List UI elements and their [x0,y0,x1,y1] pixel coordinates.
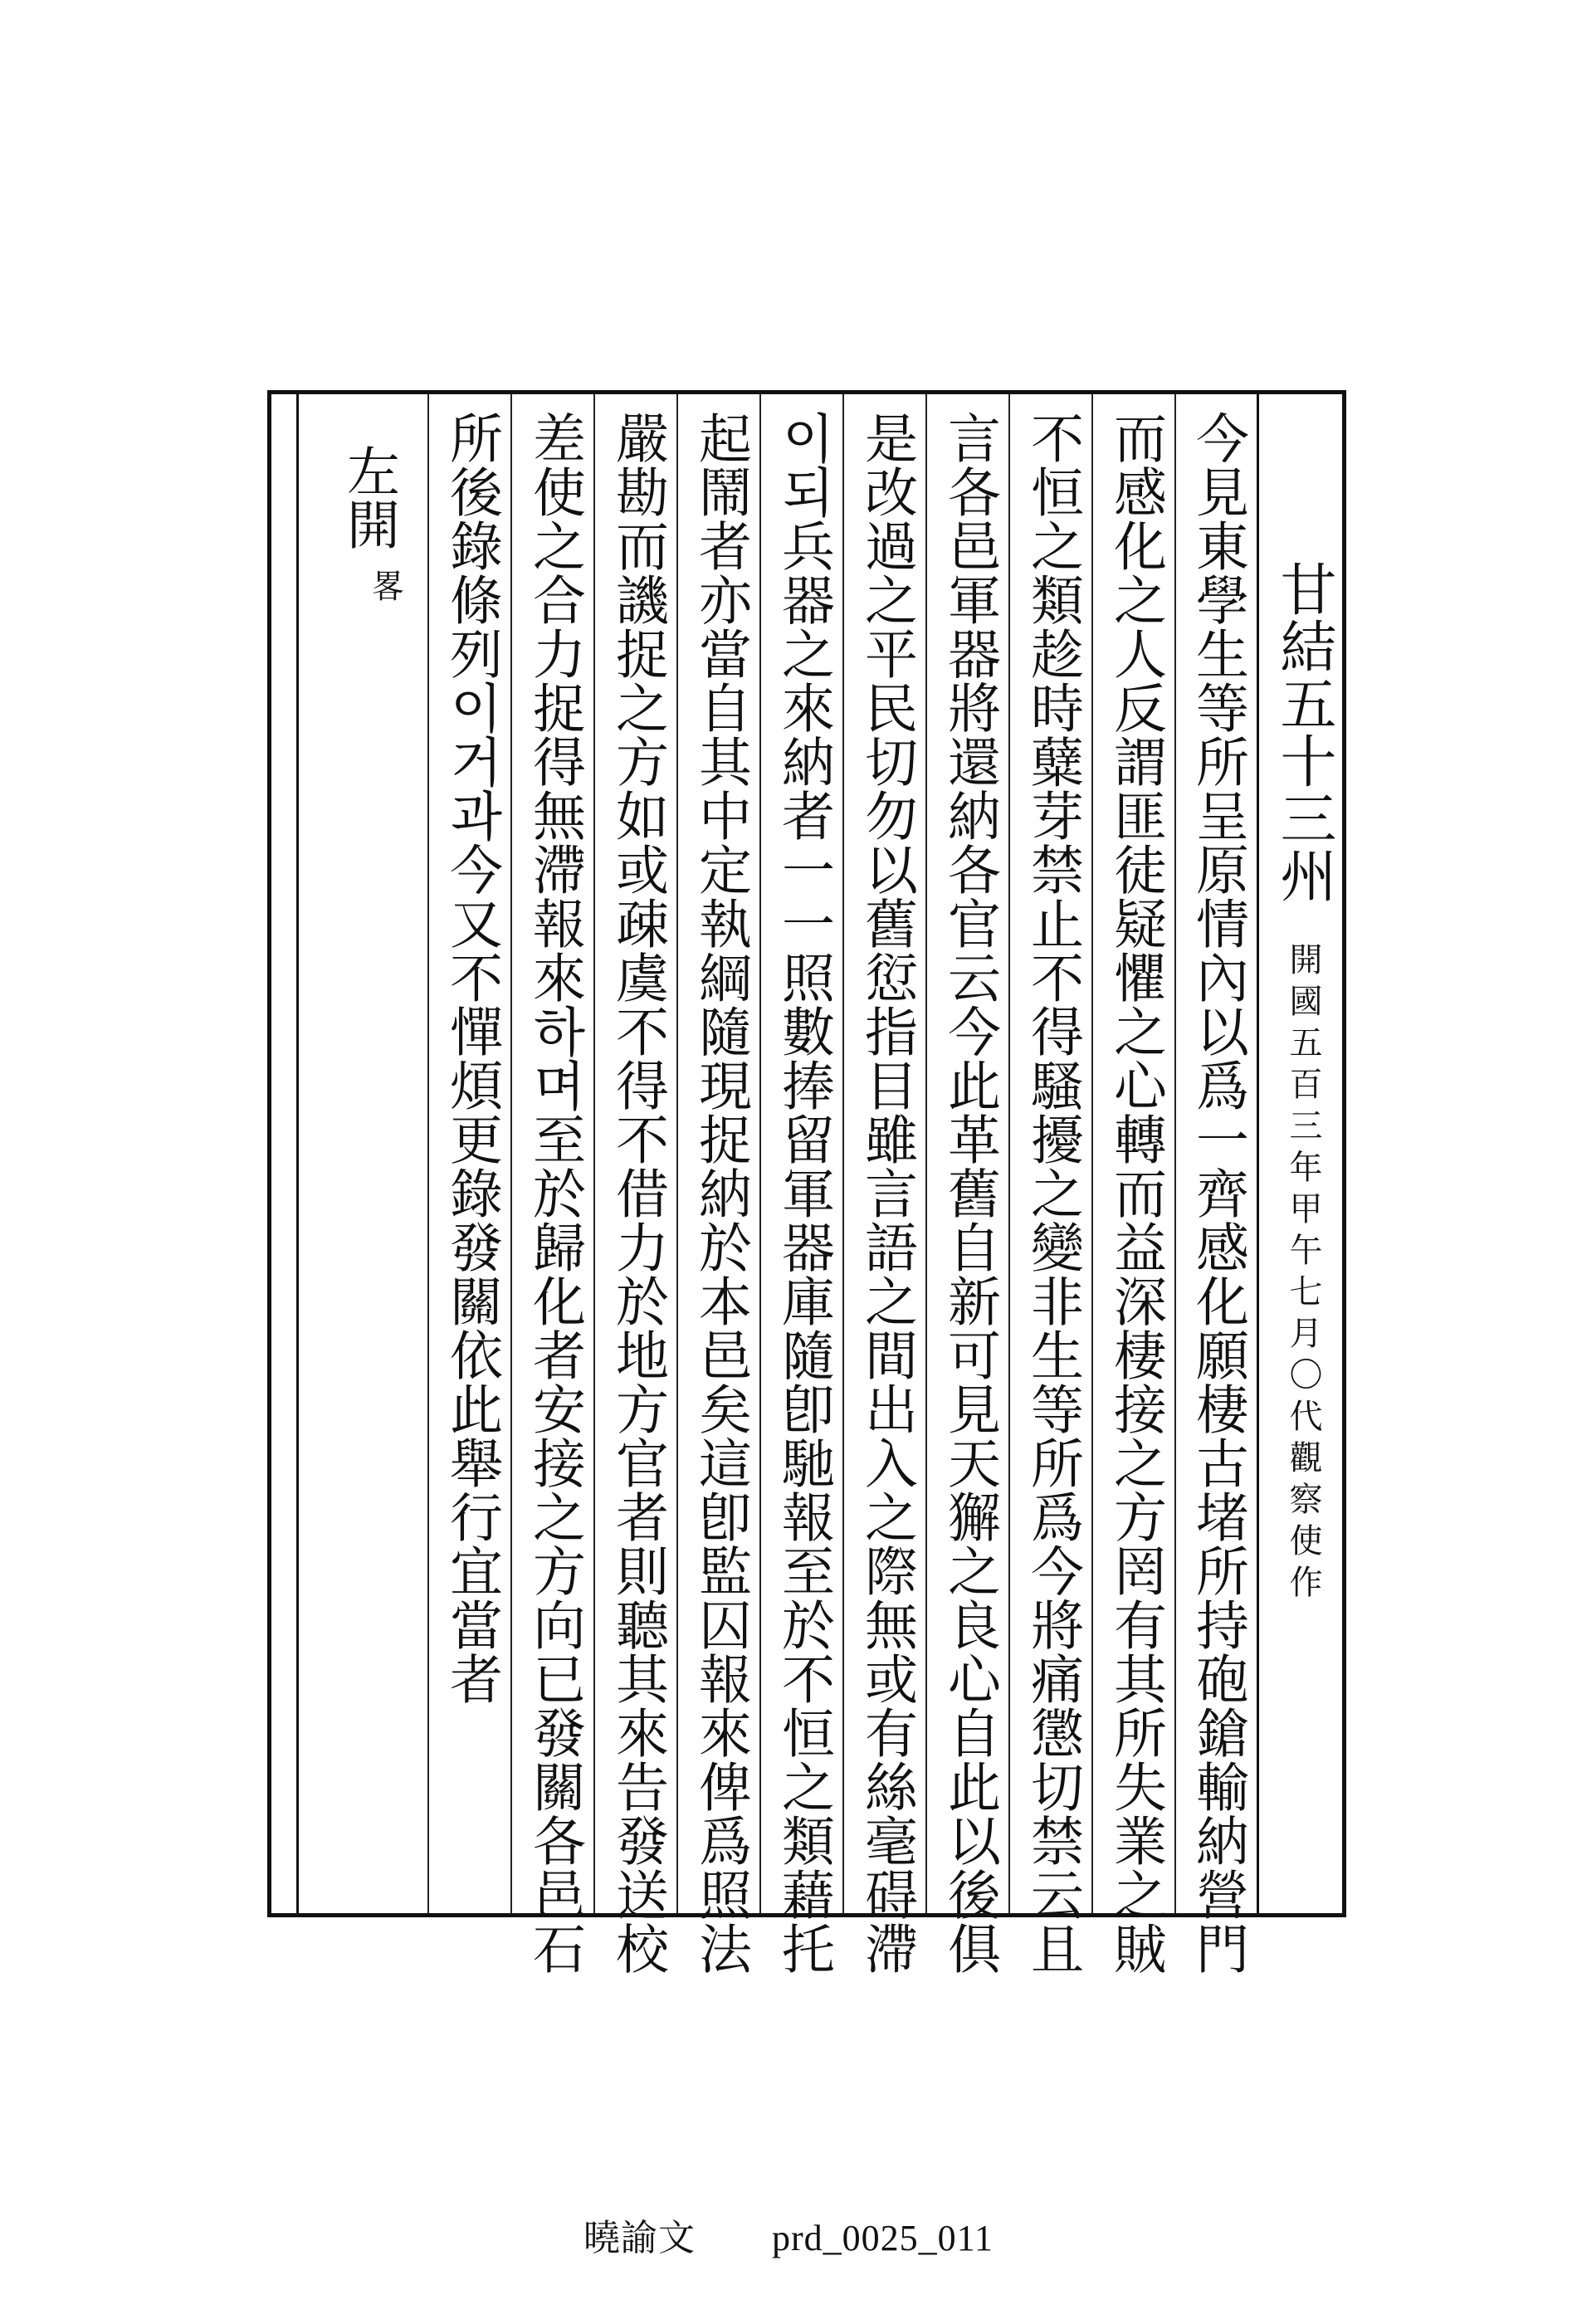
text-line-7: 起鬧者亦當自其中定執綱隨現捉納於本邑矣這卽監囚報來俾爲照法 [690,411,751,1975]
left-small-note: 畧 [366,569,404,602]
text-column-3 [1010,394,1093,1975]
footer-code: prd_0025_011 [771,2218,994,2258]
left-label-column [296,394,429,1913]
text-line-9: 差使之合力捉得無滯報來하며至於歸化者安接之方向已發關各邑石 [524,411,585,1975]
text-column-10 [429,394,512,1913]
document-title: 甘結五十三州 [1271,560,1336,904]
text-column-8 [595,394,678,1975]
text-line-6: 이되兵器之來納者一一照數捧留軍器庫隨卽馳報至於不恒之類藉托 [773,411,834,1975]
text-line-3: 不恒之類趁時糵芽禁止不得騷擾之變非生等所爲今將痛懲切禁云且 [1022,411,1083,1975]
footer-name: 曉諭文 [583,2218,696,2258]
text-column-4 [927,394,1010,1975]
text-line-2: 而感化之人反謂匪徒疑懼之心轉而益深棲接之方罔有其所失業之賊 [1105,411,1166,1975]
page-footer [0,2208,1577,2261]
text-column-5 [844,394,927,1975]
text-line-10: 所後錄條列이거과今又不憚煩更錄發關依此舉行宜當者 [441,411,502,1706]
text-line-5: 是改過之平民切勿以舊愆指目雖言語之間出入之際無或有絲毫碍滯 [856,411,917,1975]
text-column-7 [678,394,761,1975]
text-line-4: 言各邑軍器將還納各官云今此革舊自新可見天獬之良心自此以後俱 [939,411,1000,1975]
text-column-1 [1176,394,1259,1975]
left-label: 左開 [338,444,399,550]
text-column-9 [512,394,595,1975]
title-column [1259,394,1342,1913]
text-line-8: 嚴勘而譏捉之方如或疎虞不得不借力於地方官者則聽其來告發送校 [607,411,668,1975]
document-frame [267,390,1346,1975]
text-line-1: 今見東學生等所呈原情內以爲一齊感化願棲古堵所持砲鎗輸納營門 [1187,411,1248,1975]
text-column-2 [1093,394,1176,1975]
document-subtitle: 開國五百三年甲午七月〇代觀察使作 [1284,942,1322,1606]
text-column-6 [761,394,844,1975]
